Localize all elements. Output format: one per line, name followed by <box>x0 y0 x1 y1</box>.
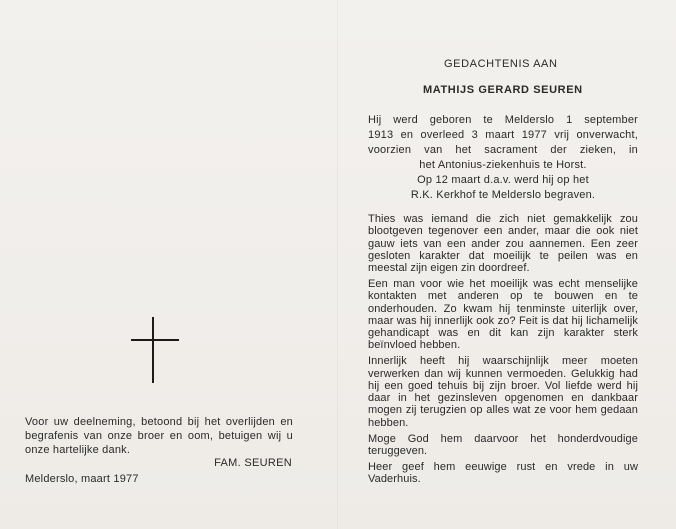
deceased-name: MATHIJS GERARD SEUREN <box>423 84 583 96</box>
eulogy-paragraph: Een man voor wie het moeilijk was echt menselijke kontakten met anderen op te bouwen en te onderhouden. Zo kwam hij tenminste uiterlijk over, maar was hij innerlijk ook zo? Feit is dat hij lichamelijk gehandicapt was en dit kan zijn karakter sterk beïnvloed hebben. <box>368 277 638 352</box>
card-fold <box>337 0 338 529</box>
eulogy-paragraph: Thies was iemand die zich niet gemakkelijk zou blootgeven tegenover een ander, maar die ook niet gauw iets van een ander zou aannemen. Een zeer gesloten karakter dat moeilijk te peilen was en meestal zijn eigen zin doordreef. <box>368 213 638 275</box>
eulogy-paragraph: Heer geef hem eeuwige rust en vrede in uw Vaderhuis. <box>368 460 638 485</box>
family-signature: FAM. SEUREN <box>214 457 292 469</box>
bio-line: Op 12 maart d.a.v. werd hij op het <box>417 174 589 186</box>
bio-line: voorzien van het sacrament der zieken, in <box>368 144 638 156</box>
bio-line: R.K. Kerkhof te Melderslo begraven. <box>410 189 596 201</box>
memoriam-heading: GEDACHTENIS AAN <box>444 58 558 70</box>
cross-icon <box>131 317 179 383</box>
thanks-text: Voor uw deelneming, betoond bij het overlijden en begrafenis van onze broer en oom, betuigen wij u onze hartelijke dank. <box>25 416 293 456</box>
bio-line: Hij werd geboren te Melderslo 1 september <box>368 114 638 126</box>
eulogy <box>368 213 638 489</box>
biography <box>368 113 638 203</box>
bio-line: het Antonius-ziekenhuis te Horst. <box>419 159 587 171</box>
bio-line: 1913 en overleed 3 maart 1977 vrij onverwacht, <box>368 129 638 141</box>
eulogy-paragraph: Moge God hem daarvoor het honderdvoudige teruggeven. <box>368 432 638 457</box>
eulogy-paragraph: Innerlijk heeft hij waarschijnlijk meer moeten verwerken dan wij kunnen vermoeden. Gelukkig had hij een goed tehuis bij zijn broer. Vol liefde werd hij daar in het gezinsleven opgenomen en dankbaar mogen zij terugzien op alles wat ze voor hem gedaan hebben. <box>368 355 638 429</box>
place-date: Melderslo, maart 1977 <box>25 473 139 485</box>
